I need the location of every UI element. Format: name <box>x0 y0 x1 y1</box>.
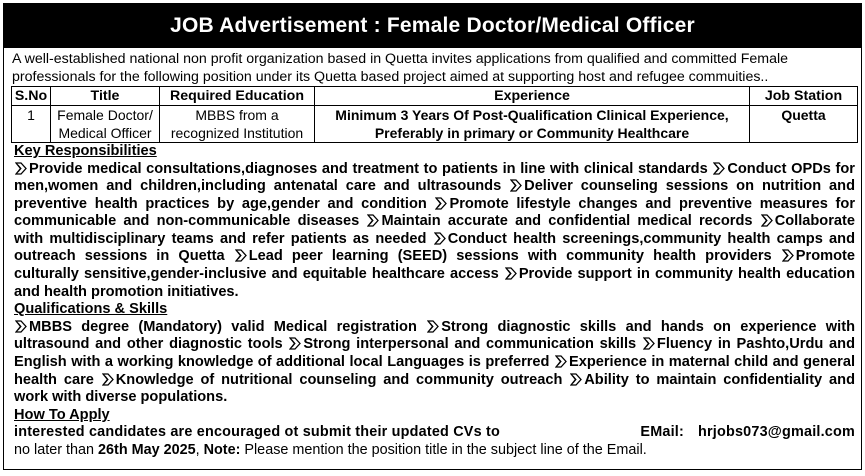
table-row <box>12 106 858 143</box>
qualifications-list <box>4 319 861 407</box>
bullet-arrow-icon <box>643 337 655 350</box>
page-title: JOB Advertisement : Female Doctor/Medical Officer <box>4 4 861 48</box>
list-item: Conduct health screenings,community health camps and outreach sessions in Quetta <box>14 230 855 265</box>
list-item: Ability to maintain confidentiality and work with diverse populations. <box>14 371 855 406</box>
section-title: How To Apply <box>14 406 110 423</box>
bullet-arrow-icon <box>435 197 447 210</box>
cell-title: Female Doctor/ Medical Officer <box>51 106 160 143</box>
cell-station: Quetta <box>750 106 858 143</box>
bullet-arrow-icon <box>367 214 379 227</box>
responsibilities-heading <box>4 143 861 161</box>
apply-section <box>4 424 861 459</box>
email-link[interactable]: hrjobs073@gmail.com <box>698 424 855 441</box>
intro-text: A well-established national non profit organization based in Quetta invites applications from qualified and committed Female professionals for the following position under its Quetta based project aimed at supporting host and refugee commuities.. <box>12 51 789 85</box>
bullet-arrow-icon <box>434 232 446 245</box>
col-sno: S.No <box>12 87 51 106</box>
col-title: Title <box>51 87 160 106</box>
bullet-arrow-icon <box>102 373 114 386</box>
bullet-arrow-icon <box>555 355 567 368</box>
list-item: Knowledge of nutritional counseling and community outreach <box>115 371 563 388</box>
table-header-row <box>12 87 858 106</box>
deadline-prefix: no later than <box>14 441 95 458</box>
col-education: Required Education <box>160 87 315 106</box>
list-item: Strong diagnostic skills and hands on experience with ultrasound and other diagnostic tools <box>14 318 855 353</box>
bullet-arrow-icon <box>235 249 247 262</box>
bullet-arrow-icon <box>570 373 582 386</box>
deadline-line <box>14 442 855 460</box>
cell-education: MBBS from a recognized Institution <box>160 106 315 143</box>
bullet-arrow-icon <box>505 267 517 280</box>
cell-experience: Minimum 3 Years Of Post-Qualification Clinical Experience, Preferably in primary or Community Healthcare <box>315 106 750 143</box>
apply-line <box>14 424 855 442</box>
list-item: Promote culturally sensitive,gender-inclusive and equitable healthcare access <box>14 248 855 283</box>
list-item: Provide support in community health education and health promotion initiatives. <box>14 266 855 300</box>
list-item: Lead peer learning (SEED) sessions with community health providers <box>248 248 772 265</box>
email-block <box>640 424 855 442</box>
bullet-arrow-icon <box>289 337 301 350</box>
apply-instructions: interested candidates are encouraged ot submit their updated CVs to <box>14 424 500 441</box>
qualifications-heading <box>4 301 861 319</box>
bullet-arrow-icon <box>15 320 27 333</box>
section-title: Key Responsibilities <box>14 143 157 159</box>
bullet-arrow-icon <box>510 179 522 192</box>
list-item: Provide medical consultations,diagnoses and treatment to patients in line with clinical standards <box>29 160 708 177</box>
bullet-arrow-icon <box>761 214 773 227</box>
list-item: MBBS degree (Mandatory) valid Medical registration <box>29 318 417 335</box>
list-item: Experience in maternal child and general health care <box>14 353 855 388</box>
job-advertisement <box>3 3 862 470</box>
note-text: Please mention the position title in the subject line of the Email. <box>244 441 647 458</box>
list-item: Deliver counseling sessions on nutrition and preventive health practices by age,gender and condition <box>14 178 856 212</box>
apply-heading <box>4 407 861 425</box>
note-label: Note: <box>203 441 241 458</box>
bullet-arrow-icon <box>713 162 725 175</box>
list-item: Fluency in Pashto,Urdu and English with a working knowledge of additional local Languages is preferred <box>14 336 855 370</box>
list-item: Strong interpersonal and communication skills <box>303 336 637 353</box>
bullet-arrow-icon <box>782 249 794 262</box>
section-title: Qualifications & Skills <box>14 301 168 318</box>
deadline-date: 26th May 2025 <box>98 441 196 458</box>
list-item: Promote lifestyle changes and preventive measures for communicable and non-communicable diseases <box>14 195 855 230</box>
col-experience: Experience <box>315 87 750 106</box>
cell-sno: 1 <box>12 106 51 143</box>
bullet-arrow-icon <box>15 162 27 175</box>
deadline-comma: , <box>195 441 200 458</box>
list-item: Collaborate with multidisciplinary teams and refer patients as needed <box>14 213 855 247</box>
position-table <box>11 86 858 143</box>
col-station: Job Station <box>750 87 858 106</box>
email-label: EMail: <box>640 424 684 441</box>
list-item: Maintain accurate and confidential medical records <box>381 213 753 230</box>
list-item: Conduct OPDs for men,women and children,including antenatal care and ultrasounds <box>14 160 855 195</box>
bullet-arrow-icon <box>427 320 439 333</box>
responsibilities-list <box>4 161 861 302</box>
